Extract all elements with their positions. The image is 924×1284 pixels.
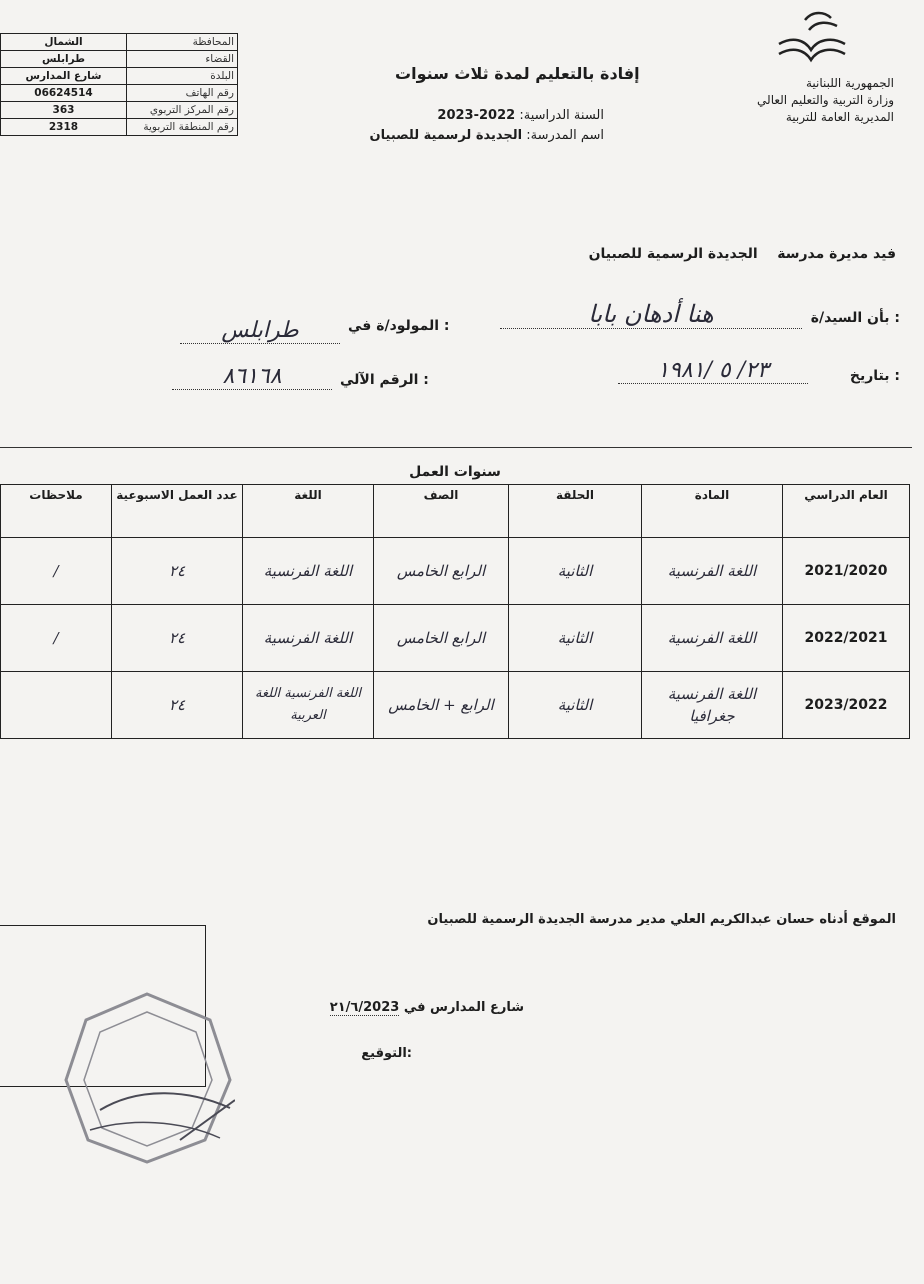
info-row (1, 119, 238, 136)
cell-subject: اللغة الفرنسية جغرافيا (642, 672, 783, 739)
place-date-prefix: شارع المدارس في (403, 1000, 524, 1015)
cell-language: اللغة الفرنسية اللغة العربية (243, 672, 374, 739)
cell-hours: ٢٤ (112, 538, 243, 605)
cell-hours: ٢٤ (112, 672, 243, 739)
signer-statement: الموقع أدناه حسان عبدالكريم العلي مدير مدرسة الجديدة الرسمية للصبيان (427, 912, 896, 927)
divider-line (0, 447, 912, 448)
info-row (1, 102, 238, 119)
cell-notes: / (1, 605, 112, 672)
school-name-line (370, 128, 604, 143)
info-value: الشمال (1, 34, 127, 51)
id-number-label: الرقم الآلي : (340, 372, 429, 388)
ministry-line: وزارة التربية والتعليم العالي (757, 93, 894, 107)
date-value: ٢٣/ ٥ /١٩٨١ (618, 358, 808, 384)
cell-language: اللغة الفرنسية (243, 538, 374, 605)
work-years-table (0, 460, 910, 732)
col-language-header: اللغة (243, 485, 374, 538)
info-row (1, 34, 238, 51)
col-hours-header: عدد العمل الاسبوعية (112, 485, 243, 538)
info-label: المحافظة (127, 34, 238, 51)
info-value: 363 (1, 102, 127, 119)
cell-year: 2023/2022 (783, 672, 910, 739)
cell-year: 2022/2021 (783, 605, 910, 672)
cell-grade: الرابع الخامس (374, 538, 509, 605)
info-label: القضاء (127, 51, 238, 68)
info-label: رقم الهاتف (127, 85, 238, 102)
ministry-line: الجمهورية اللبنانية (805, 76, 894, 90)
document-title: إفادة بالتعليم لمدة ثلاث سنوات (395, 64, 640, 83)
cell-cycle: الثانية (509, 672, 642, 739)
official-stamp-icon (60, 990, 235, 1165)
certify-line (589, 246, 896, 262)
cell-subject: اللغة الفرنسية (642, 538, 783, 605)
work-years-title: سنوات العمل (409, 464, 501, 480)
table-row (1, 538, 910, 605)
info-value: 06624514 (1, 85, 127, 102)
year-label: السنة الدراسية: (519, 108, 604, 123)
place-date-value: ٢١/٦/2023 (329, 1000, 400, 1015)
ministry-line: المديرية العامة للتربية (785, 110, 894, 124)
name-label: بأن السيد/ة : (810, 310, 900, 326)
open-book-logo-icon (775, 10, 847, 72)
table-header-row (1, 485, 910, 538)
info-row (1, 51, 238, 68)
table-row (1, 605, 910, 672)
ministry-heading (757, 75, 894, 126)
school-label: اسم المدرسة: (526, 128, 604, 143)
info-row (1, 68, 238, 85)
info-value: طرابلس (1, 51, 127, 68)
signature-label: التوقيع: (361, 1046, 412, 1061)
col-year-header: العام الدراسي (783, 485, 910, 538)
cell-notes: / (1, 538, 112, 605)
cell-year: 2021/2020 (783, 538, 910, 605)
cell-grade: الرابع + الخامس (374, 672, 509, 739)
academic-year-line (437, 108, 604, 123)
info-label: رقم المنطقة التربوية (127, 119, 238, 136)
col-notes-header: ملاحظات (1, 485, 112, 538)
col-subject-header: المادة (642, 485, 783, 538)
info-row (1, 85, 238, 102)
cell-grade: الرابع الخامس (374, 605, 509, 672)
cell-language: اللغة الفرنسية (243, 605, 374, 672)
info-label: رقم المركز التربوي (127, 102, 238, 119)
school-info-table (0, 33, 238, 136)
cell-hours: ٢٤ (112, 605, 243, 672)
col-cycle-header: الحلقة (509, 485, 642, 538)
name-value: هنا أدهان بابا (500, 300, 802, 329)
cell-cycle: الثانية (509, 605, 642, 672)
table-row (1, 672, 910, 739)
school-value: الجديدة لرسمية للصبيان (369, 128, 523, 143)
col-grade-header: الصف (374, 485, 509, 538)
birthplace-label: المولود/ة في : (348, 318, 450, 334)
year-value: 2022-2023 (437, 108, 516, 123)
cell-notes (1, 672, 112, 739)
place-date-line (330, 1000, 524, 1015)
id-number-value: ٨٦١٦٨ (172, 364, 332, 390)
cell-subject: اللغة الفرنسية (642, 605, 783, 672)
info-label: البلدة (127, 68, 238, 85)
certify-school: الجديدة الرسمية للصبيان (588, 246, 758, 262)
work-table (0, 484, 910, 739)
certify-prefix: فيد مديرة مدرسة (777, 246, 896, 262)
birthplace-value: طرابلس (180, 318, 340, 344)
info-value: شارع المدارس (1, 68, 127, 85)
cell-cycle: الثانية (509, 538, 642, 605)
info-value: 2318 (1, 119, 127, 136)
date-label: بتاريخ : (849, 368, 900, 384)
